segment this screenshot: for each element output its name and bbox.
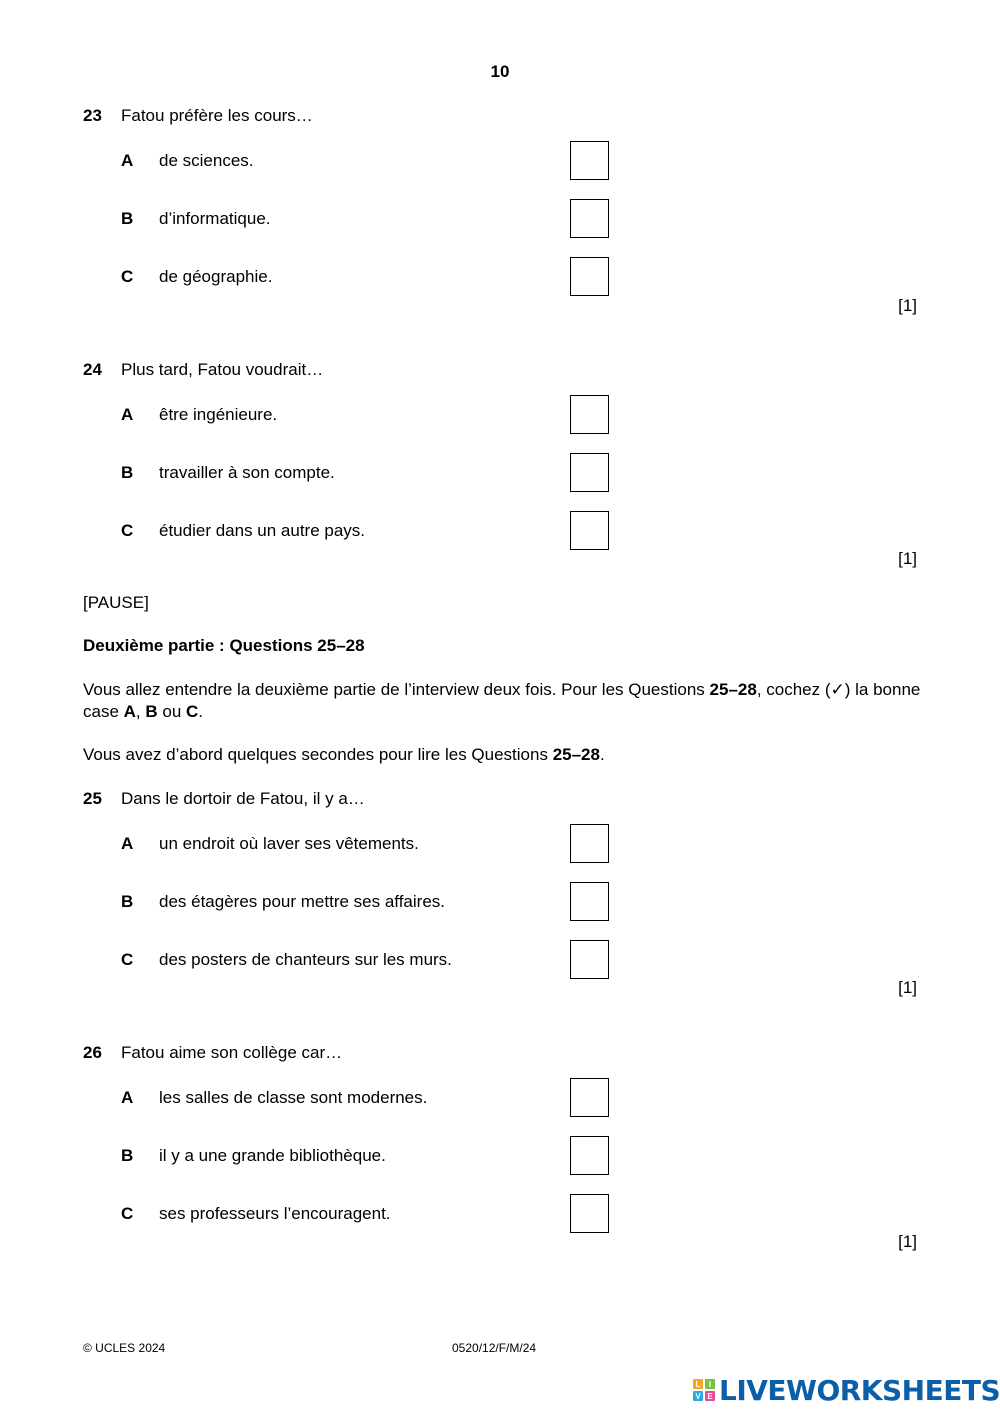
question-24 — [83, 359, 917, 599]
option-letter: C — [121, 267, 134, 286]
option-letter: B — [121, 463, 134, 482]
option-text: travailler à son compte. — [159, 463, 335, 482]
option-letter: C — [121, 1204, 134, 1223]
option-letter: A — [121, 834, 134, 853]
answer-checkbox-24-a[interactable] — [570, 395, 609, 434]
option-b — [121, 199, 921, 239]
question-text: Dans le dortoir de Fatou, il y a… — [121, 789, 365, 808]
option-text: de géographie. — [159, 267, 273, 286]
question-text: Plus tard, Fatou voudrait… — [121, 360, 324, 379]
logo-tile: I — [704, 1378, 716, 1390]
separator: , — [135, 702, 146, 721]
option-c — [121, 1194, 921, 1234]
option-text: il y a une grande bibliothèque. — [159, 1146, 386, 1165]
footer-paper-code: 0520/12/F/M/24 — [452, 1341, 537, 1355]
option-letter: A — [121, 405, 134, 424]
answer-checkbox-26-b[interactable] — [570, 1136, 609, 1175]
option-b — [121, 453, 921, 493]
marks-label: [1] — [898, 296, 917, 315]
instruction-text: , cochez (✓) la bonne case — [83, 680, 921, 721]
option-text: d’informatique. — [159, 209, 271, 228]
question-number: 25 — [83, 789, 102, 808]
option-text: de sciences. — [159, 151, 254, 170]
instruction-text: Vous allez entendre la deuxième partie de l’interview deux fois. Pour les Questions — [83, 680, 710, 699]
footer-copyright: © UCLES 2024 — [83, 1341, 166, 1355]
pause-label: [PAUSE] — [83, 593, 149, 612]
option-a — [121, 1078, 921, 1118]
logo-tiles-icon — [692, 1378, 716, 1402]
liveworksheets-logo — [692, 1374, 1000, 1406]
logo-tile: E — [704, 1390, 716, 1402]
option-letter: C — [121, 950, 134, 969]
option-text: des étagères pour mettre ses affaires. — [159, 892, 446, 911]
answer-checkbox-26-a[interactable] — [570, 1078, 609, 1117]
question-23 — [83, 105, 917, 345]
section-heading: Deuxième partie : Questions 25–28 — [83, 636, 365, 655]
question-text: Fatou aime son collège car… — [121, 1043, 343, 1062]
option-a — [121, 824, 921, 864]
answer-checkbox-25-a[interactable] — [570, 824, 609, 863]
answer-checkbox-23-b[interactable] — [570, 199, 609, 238]
option-text: étudier dans un autre pays. — [159, 521, 366, 540]
marks-label: [1] — [898, 549, 917, 568]
option-a — [121, 395, 921, 435]
logo-tile: L — [692, 1378, 704, 1390]
logo-text: LIVEWORKSHEETS — [719, 1373, 1000, 1407]
section-instruction — [83, 679, 923, 723]
marks-label: [1] — [898, 978, 917, 997]
answer-checkbox-24-b[interactable] — [570, 453, 609, 492]
option-text: un endroit où laver ses vêtements. — [159, 834, 419, 853]
option-text: des posters de chanteurs sur les murs. — [159, 950, 452, 969]
question-26 — [83, 1042, 917, 1282]
instruction-end: . — [198, 702, 204, 721]
answer-checkbox-23-a[interactable] — [570, 141, 609, 180]
marks-label: [1] — [898, 1232, 917, 1251]
answer-checkbox-25-c[interactable] — [570, 940, 609, 979]
question-25 — [83, 788, 917, 1028]
answer-checkbox-25-b[interactable] — [570, 882, 609, 921]
reading-instruction — [83, 744, 923, 766]
option-letter: A — [121, 151, 134, 170]
option-letter: A — [121, 1088, 134, 1107]
page-number: 10 — [490, 62, 510, 81]
answer-checkbox-24-c[interactable] — [570, 511, 609, 550]
option-letter: B — [121, 892, 134, 911]
option-text: les salles de classe sont modernes. — [159, 1088, 428, 1107]
option-letter: B — [121, 1146, 134, 1165]
option-b — [121, 1136, 921, 1176]
choice-letter: A — [123, 702, 136, 721]
choice-letter: B — [145, 702, 158, 721]
question-number: 23 — [83, 106, 102, 125]
option-c — [121, 940, 921, 980]
instruction-end: . — [599, 745, 605, 764]
answer-checkbox-26-c[interactable] — [570, 1194, 609, 1233]
question-number: 24 — [83, 360, 102, 379]
option-text: ses professeurs l’encouragent. — [159, 1204, 391, 1223]
option-text: être ingénieure. — [159, 405, 278, 424]
logo-tile: V — [692, 1390, 704, 1402]
separator: ou — [157, 702, 187, 721]
choice-letter: C — [186, 702, 199, 721]
option-c — [121, 511, 921, 551]
instruction-text: Vous avez d’abord quelques secondes pour lire les Questions — [83, 745, 553, 764]
question-number: 26 — [83, 1043, 102, 1062]
option-a — [121, 141, 921, 181]
option-letter: C — [121, 521, 134, 540]
question-range: 25–28 — [552, 745, 600, 764]
question-range: 25–28 — [709, 680, 757, 699]
option-b — [121, 882, 921, 922]
option-letter: B — [121, 209, 134, 228]
answer-checkbox-23-c[interactable] — [570, 257, 609, 296]
question-text: Fatou préfère les cours… — [121, 106, 313, 125]
option-c — [121, 257, 921, 297]
